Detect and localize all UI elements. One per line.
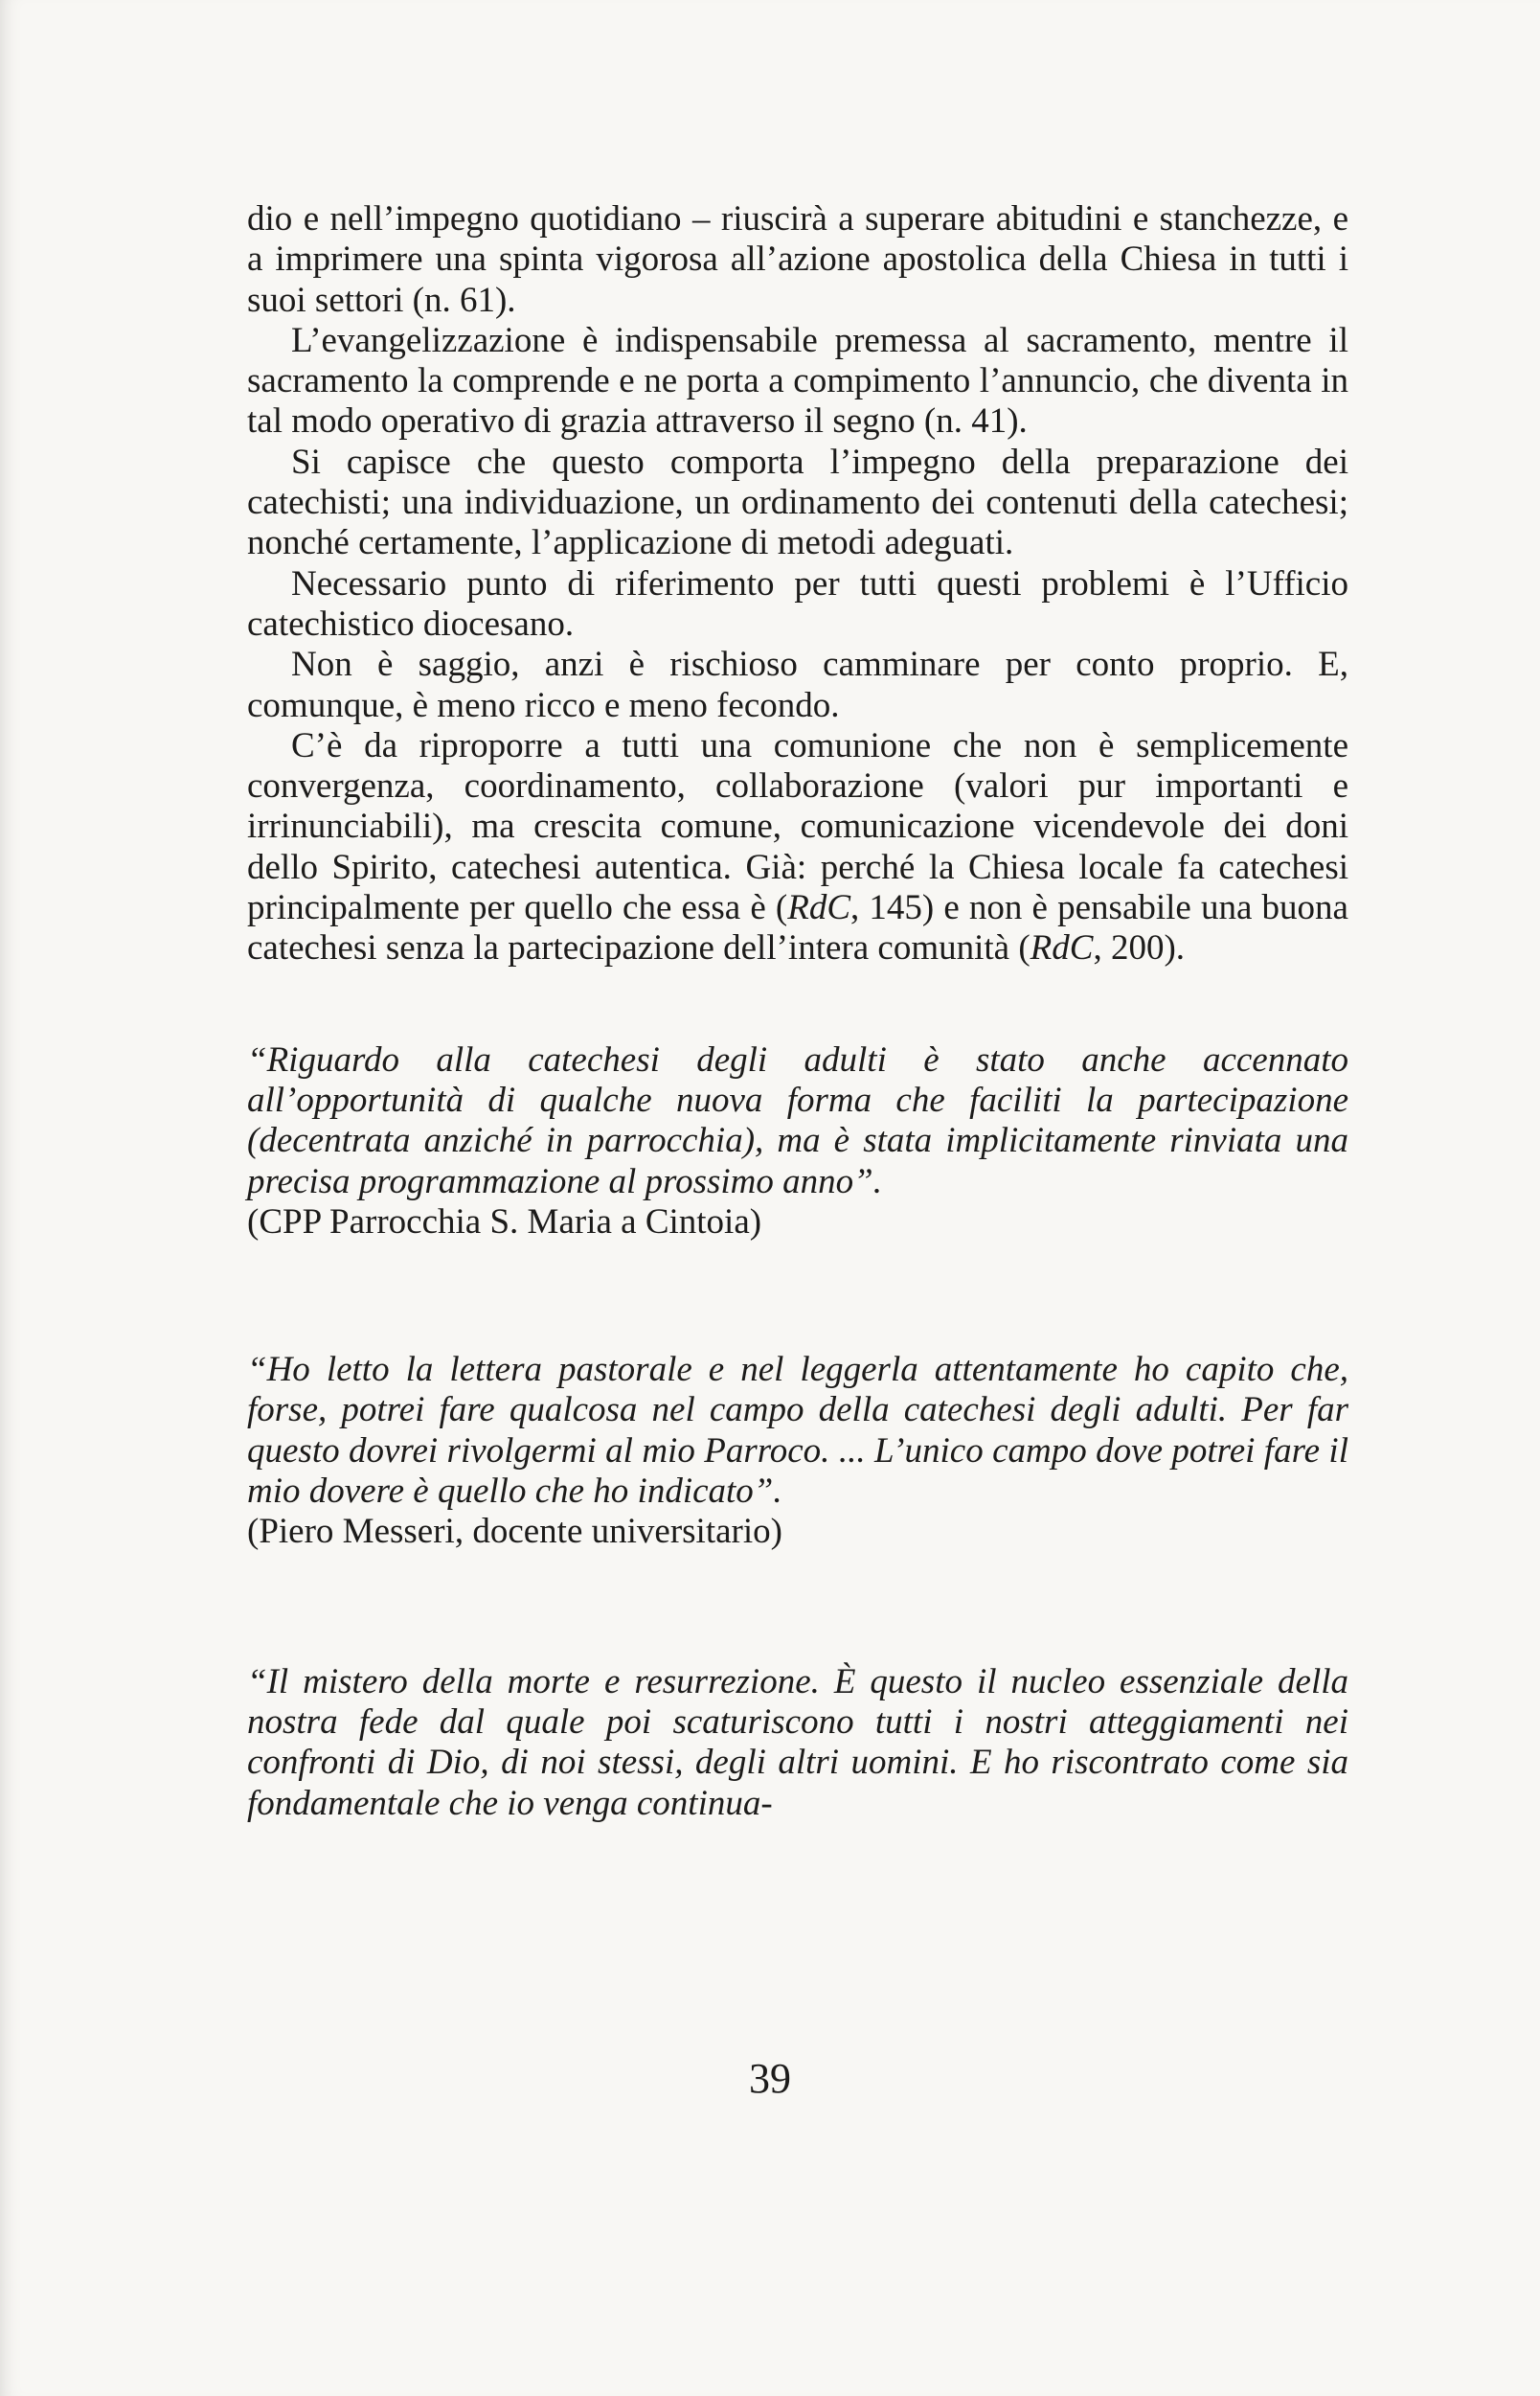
rdc-reference: RdC xyxy=(787,888,850,928)
quote-cpp-cintoia xyxy=(247,1040,1348,1243)
paragraph-communion xyxy=(247,726,1348,970)
communion-text-1: C’è da riproporre a tutti una comunione che non è semplicemente convergenza, coordinamento, collaborazione (valori pur importanti e irrinunciabili), ma crescita comune, comunicazione vicendevole dei doni dello Spirito, catechesi autentica. Già: perché la Chiesa locale fa catechesi principalmente per quello che essa è ( xyxy=(247,725,1348,928)
quote-source: (Piero Messeri, docente universitario) xyxy=(247,1512,782,1552)
page-body xyxy=(247,199,1348,1824)
paragraph-evangelization: L’evangelizzazione è indispensabile premessa al sacramento, mentre il sacramento la comprende e ne porta a compimento l’annuncio, che diventa in tal modo operativo di grazia attraverso il segno (n. 41). xyxy=(247,320,1348,442)
paragraph-catechists: Si capisce che questo comporta l’impegno della preparazione dei catechisti; una individuazione, un ordinamento dei contenuti della catechesi; nonché certamente, l’applicazione di metodi adeguati. xyxy=(247,442,1348,563)
quote-source: (CPP Parrocchia S. Maria a Cintoia) xyxy=(247,1201,762,1242)
quote-messeri xyxy=(247,1350,1348,1552)
paragraph-not-wise: Non è saggio, anzi è rischioso camminare per conto proprio. E, comunque, è meno ricco e meno fecondo. xyxy=(247,645,1348,725)
quote-mystery xyxy=(247,1662,1348,1824)
communion-text-2: , 145) e non è pensabile una buona catechesi senza la partecipazione dell’intera comunità ( xyxy=(247,888,1348,969)
quote-text: “Ho letto la lettera pastorale e nel leggerla attentamente ho capito che, forse, potrei fare qualcosa nel campo della catechesi degli adulti. Per far questo dovrei rivolgermi al mio Parroco. ... L’unico campo dove potrei fare il mio dovere è quello che ho indicato”. xyxy=(247,1350,1348,1512)
quote-text: “Il mistero della morte e resurrezione. È questo il nucleo essenziale della nostra fede dal quale poi scaturiscono tutti i nostri atteggiamenti nei confronti di Dio, di noi stessi, degli altri uomini. E ho riscontrato come sia fondamentale che io venga continua- xyxy=(247,1661,1348,1823)
rdc-reference: RdC xyxy=(1030,928,1094,969)
page-number: 39 xyxy=(749,2055,791,2102)
paragraph-catechetical-office: Necessario punto di riferimento per tutti questi problemi è l’Ufficio catechistico diocesano. xyxy=(247,563,1348,644)
paragraph-continuation: dio e nell’impegno quotidiano – riuscirà a superare abitudini e stanchezze, e a imprimere una spinta vigorosa all’azione apostolica della Chiesa in tutti i suoi settori (n. 61). xyxy=(247,199,1348,320)
communion-text-3: , 200). xyxy=(1093,928,1186,969)
quote-text: “Riguardo alla catechesi degli adulti è stato anche accennato all’opportunità di qualche nuova forma che faciliti la partecipazione (decentrata anziché in parrocchia), ma è stata implicitamente rinviata una precisa programmazione al prossimo anno”. xyxy=(247,1039,1348,1201)
